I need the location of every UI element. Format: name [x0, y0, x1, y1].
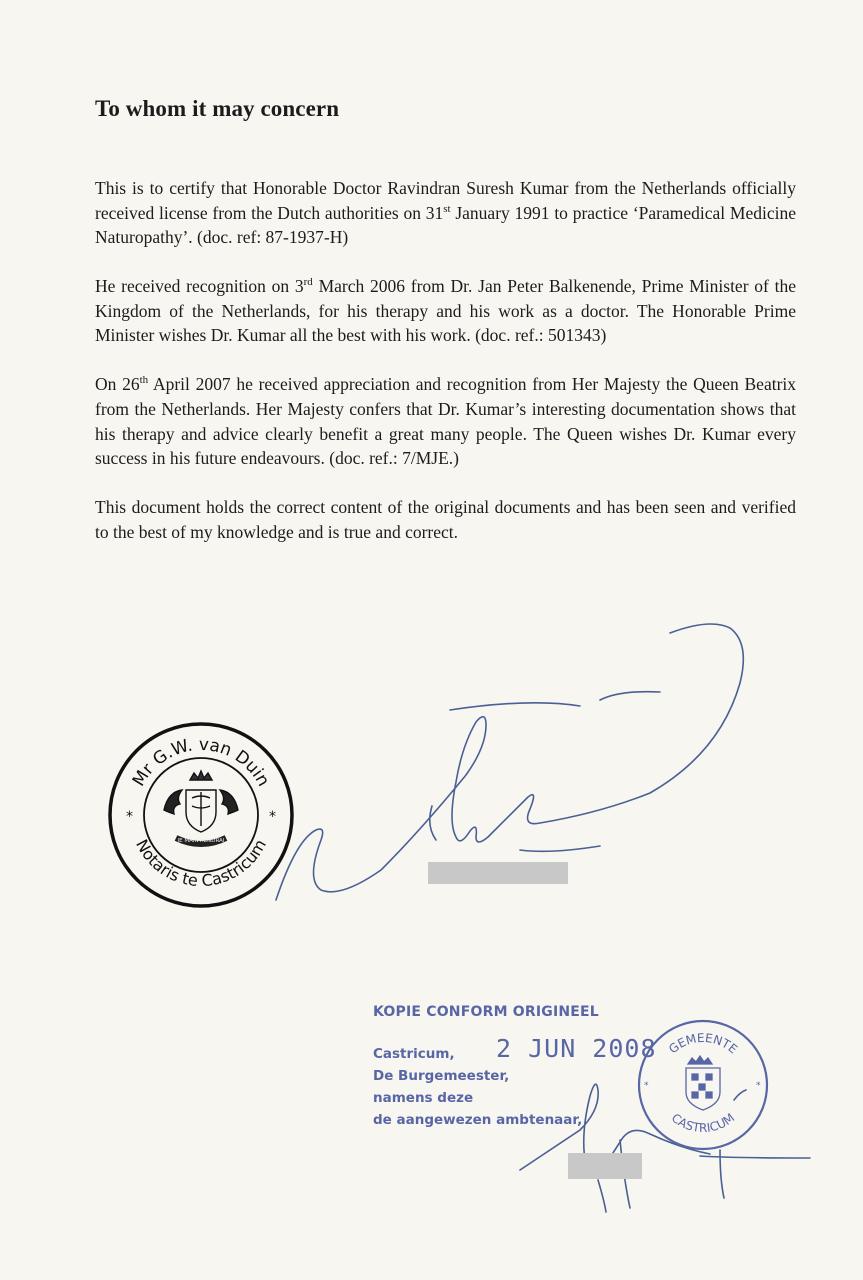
paragraph-text: He received recognition on 3 [95, 276, 304, 297]
paragraph-license [95, 176, 796, 250]
municipal-seal [636, 1018, 770, 1152]
redaction-box [428, 862, 568, 884]
paragraph-text: January 1991 to practice ‘Paramedical Medicine Naturopathy’. (doc. ref: 87-1937-H) [95, 202, 796, 248]
svg-text:*: * [126, 809, 133, 825]
copy-stamp-title: KOPIE CONFORM ORIGINEEL [373, 1004, 599, 1020]
municipal-seal-top-text: GEMEENTE [666, 1030, 741, 1057]
coat-of-arms-icon [164, 771, 238, 844]
letter-body [95, 176, 796, 569]
paragraph-text: This is to certify that Honorable Doctor Ravindran Suresh Kumar from the Netherlands officially received license from the Dutch authorities on 31 [95, 178, 796, 223]
redaction-box [568, 1153, 642, 1179]
svg-text:*: * [756, 1081, 761, 1091]
notary-seal-top-text: Mr G.W. van Duin [128, 734, 274, 791]
notary-signature [276, 624, 743, 900]
municipal-crest-icon [686, 1056, 720, 1110]
ordinal-suffix: st [443, 202, 451, 215]
copy-stamp-place: Castricum, [373, 1046, 455, 1062]
paragraph-text: April 2007 he received appreciation and recognition from Her Majesty the Queen Beatrix from the Netherlands. Her Majesty confers that Dr. Kumar’s interesting documentation shows that his therapy and advice clearly benefit a great many people. The Queen wishes Dr. Kumar every success in his future endeavours. (doc. ref.: 7/MJE.) [95, 374, 797, 469]
paragraph-text: March 2006 from Dr. Jan Peter Balkenende, Prime Minister of the Kingdom of the Netherlands, for his therapy and his work as a doctor. The Honorable Prime Minister wishes Dr. Kumar all the best with his work. (doc. ref.: 501343) [95, 276, 796, 346]
paragraph-text: This document holds the correct content of the original documents and has been seen and verified to the best of my knowledge and is true and correct. [95, 497, 796, 542]
municipal-seal-bottom-text: CASTRICUM [668, 1110, 738, 1136]
copy-stamp-mayor: De Burgemeester, [373, 1068, 510, 1084]
ordinal-suffix: th [139, 374, 149, 387]
paragraph-text: On 26 [95, 374, 140, 395]
copy-stamp-on-behalf: namens deze [373, 1090, 474, 1106]
ordinal-suffix: rd [303, 276, 313, 289]
paragraph-queen [95, 372, 796, 470]
copy-stamp-date: 2 JUN 2008 [496, 1034, 657, 1063]
letter-heading: To whom it may concern [95, 96, 340, 121]
seal-motto: JE MAINTIENDRAI [177, 838, 225, 844]
svg-text:*: * [644, 1081, 649, 1091]
copy-stamp-official: de aangewezen ambtenaar, [373, 1112, 583, 1128]
paragraph-prime-minister [95, 274, 796, 348]
paragraph-verification [95, 495, 796, 544]
svg-text:*: * [269, 809, 276, 825]
notary-seal-bottom-text: Notaris te Castricum [132, 835, 271, 891]
notary-seal [106, 720, 296, 910]
